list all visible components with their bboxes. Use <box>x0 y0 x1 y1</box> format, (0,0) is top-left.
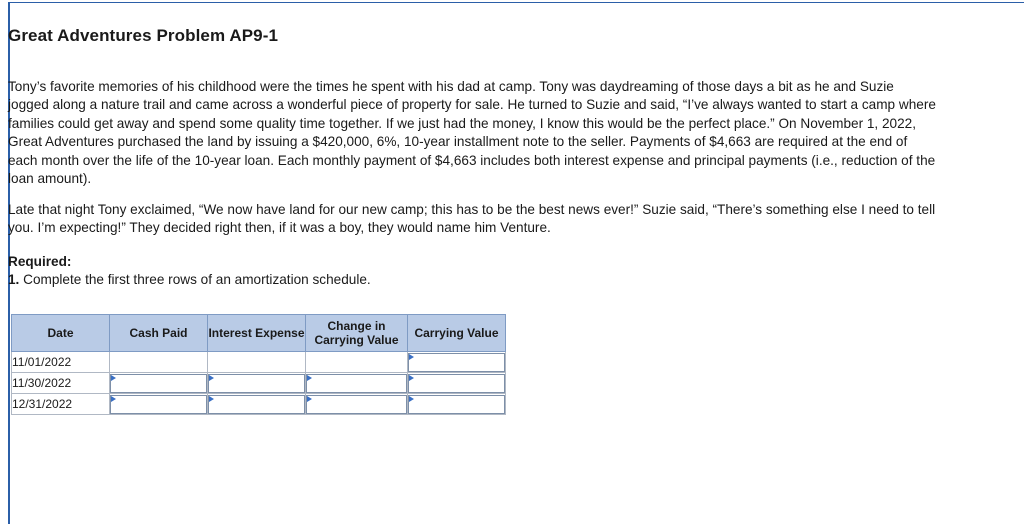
change-carrying-value-input[interactable] <box>306 374 407 393</box>
required-section <box>8 253 371 289</box>
table-row <box>12 394 506 415</box>
required-label: Required: <box>8 254 72 269</box>
cash-paid-input[interactable] <box>110 374 207 393</box>
input-flag-icon <box>409 375 414 381</box>
change-carrying-value-cell <box>306 352 408 373</box>
header-date: Date <box>12 315 110 352</box>
input-flag-icon <box>409 354 414 360</box>
change-carrying-value-cell <box>306 373 408 394</box>
table-row <box>12 352 506 373</box>
carrying-value-input[interactable] <box>408 353 505 372</box>
story-paragraph-2: Late that night Tony exclaimed, “We now have land for our new camp; this has to be the best news ever!” Suzie said, “There’s something else I need to tell you. I’m expecting!” They decided right then, if it was a boy, they would name him Venture. <box>8 202 936 236</box>
date-cell: 12/31/2022 <box>12 394 110 415</box>
cash-paid-input[interactable] <box>110 395 207 414</box>
interest-expense-cell <box>208 352 306 373</box>
date-cell: 11/30/2022 <box>12 373 110 394</box>
cash-paid-cell <box>110 373 208 394</box>
change-carrying-value-cell <box>306 394 408 415</box>
carrying-value-input[interactable] <box>408 374 505 393</box>
problem-title: Great Adventures Problem AP9-1 <box>8 26 279 45</box>
amortization-table <box>11 314 506 415</box>
carrying-value-input[interactable] <box>408 395 505 414</box>
input-flag-icon <box>409 396 414 402</box>
interest-expense-cell <box>208 394 306 415</box>
story-paragraph-1: Tony’s favorite memories of his childhood were the times he spent with his dad at camp. Tony was daydreaming of those days a bit as he and Suzie jogged along a nature trail and came across a wonderful piece of property for sale. He turned to Suzie and said, “I’ve always wanted to start a camp where families could get away and spend some quality time together. If we just had the money, I know this would be the perfect place.” On November 1, 2022, Great Adventures purchased the land by issuing a $420,000, 6%, 10-year installment note to the seller. Payments of $4,663 are required at the end of each month over the life of the 10-year loan. Each monthly payment of $4,663 includes both interest expense and principal payments (i.e., reduction of the loan amount). <box>8 79 936 187</box>
interest-expense-input[interactable] <box>208 395 305 414</box>
change-carrying-value-input[interactable] <box>306 395 407 414</box>
table-header-row <box>12 315 506 352</box>
question-text: Complete the first three rows of an amortization schedule. <box>19 272 371 287</box>
cash-paid-cell <box>110 394 208 415</box>
interest-expense-input[interactable] <box>208 374 305 393</box>
header-carrying-value: Carrying Value <box>408 315 506 352</box>
interest-expense-cell <box>208 373 306 394</box>
input-flag-icon <box>209 396 214 402</box>
input-flag-icon <box>111 396 116 402</box>
input-flag-icon <box>111 375 116 381</box>
header-cash-paid: Cash Paid <box>110 315 208 352</box>
cash-paid-cell <box>110 352 208 373</box>
input-flag-icon <box>209 375 214 381</box>
input-flag-icon <box>307 375 312 381</box>
input-flag-icon <box>307 396 312 402</box>
date-cell: 11/01/2022 <box>12 352 110 373</box>
carrying-value-cell <box>408 352 506 373</box>
header-interest-expense: Interest Expense <box>208 315 306 352</box>
carrying-value-cell <box>408 394 506 415</box>
table-row <box>12 373 506 394</box>
frame-top-border <box>8 2 1024 3</box>
question-number: 1. <box>8 272 20 287</box>
header-change-in-carrying-value: Change in Carrying Value <box>306 315 408 352</box>
carrying-value-cell <box>408 373 506 394</box>
